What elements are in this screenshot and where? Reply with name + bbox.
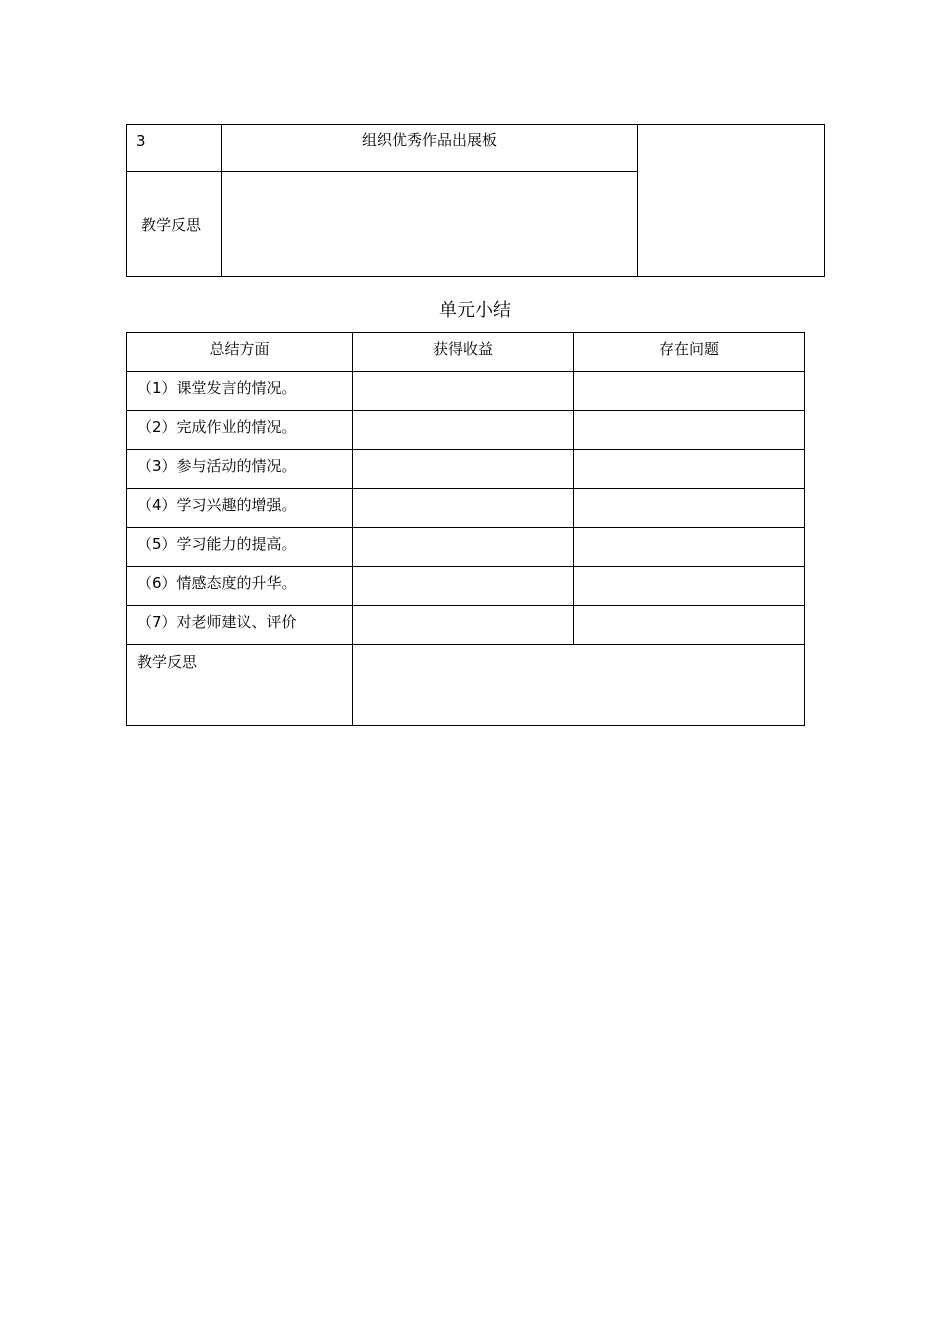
row-label: （2）完成作业的情况。	[127, 411, 353, 450]
gains-cell	[353, 411, 574, 450]
table-row	[127, 450, 805, 489]
summary-reflection-label: 教学反思	[127, 645, 353, 726]
step-activity: 组织优秀作品出展板	[222, 125, 638, 172]
problems-cell	[574, 567, 805, 606]
reflection-content	[222, 172, 638, 277]
row-label: （7）对老师建议、评价	[127, 606, 353, 645]
row-label: （1）课堂发言的情况。	[127, 372, 353, 411]
step-number: 3	[127, 125, 222, 172]
problems-cell	[574, 606, 805, 645]
summary-title: 单元小结	[439, 300, 511, 321]
table-row	[127, 489, 805, 528]
problems-cell	[574, 528, 805, 567]
gains-cell	[353, 606, 574, 645]
header-gains: 获得收益	[353, 333, 574, 372]
notes-cell	[638, 125, 825, 277]
summary-reflection-content	[353, 645, 805, 726]
table-row	[127, 411, 805, 450]
problems-cell	[574, 372, 805, 411]
table-row	[127, 528, 805, 567]
row-label: （6）情感态度的升华。	[127, 567, 353, 606]
problems-cell	[574, 489, 805, 528]
gains-cell	[353, 489, 574, 528]
lesson-table	[126, 124, 825, 277]
summary-table	[126, 332, 805, 726]
gains-cell	[353, 567, 574, 606]
gains-cell	[353, 372, 574, 411]
row-label: （4）学习兴趣的增强。	[127, 489, 353, 528]
table-row	[127, 567, 805, 606]
row-label: （5）学习能力的提高。	[127, 528, 353, 567]
header-problems: 存在问题	[574, 333, 805, 372]
row-label: （3）参与活动的情况。	[127, 450, 353, 489]
reflection-label: 教学反思	[127, 172, 222, 277]
table-row	[127, 372, 805, 411]
gains-cell	[353, 450, 574, 489]
gains-cell	[353, 528, 574, 567]
problems-cell	[574, 411, 805, 450]
problems-cell	[574, 450, 805, 489]
header-aspect: 总结方面	[127, 333, 353, 372]
table-row	[127, 606, 805, 645]
